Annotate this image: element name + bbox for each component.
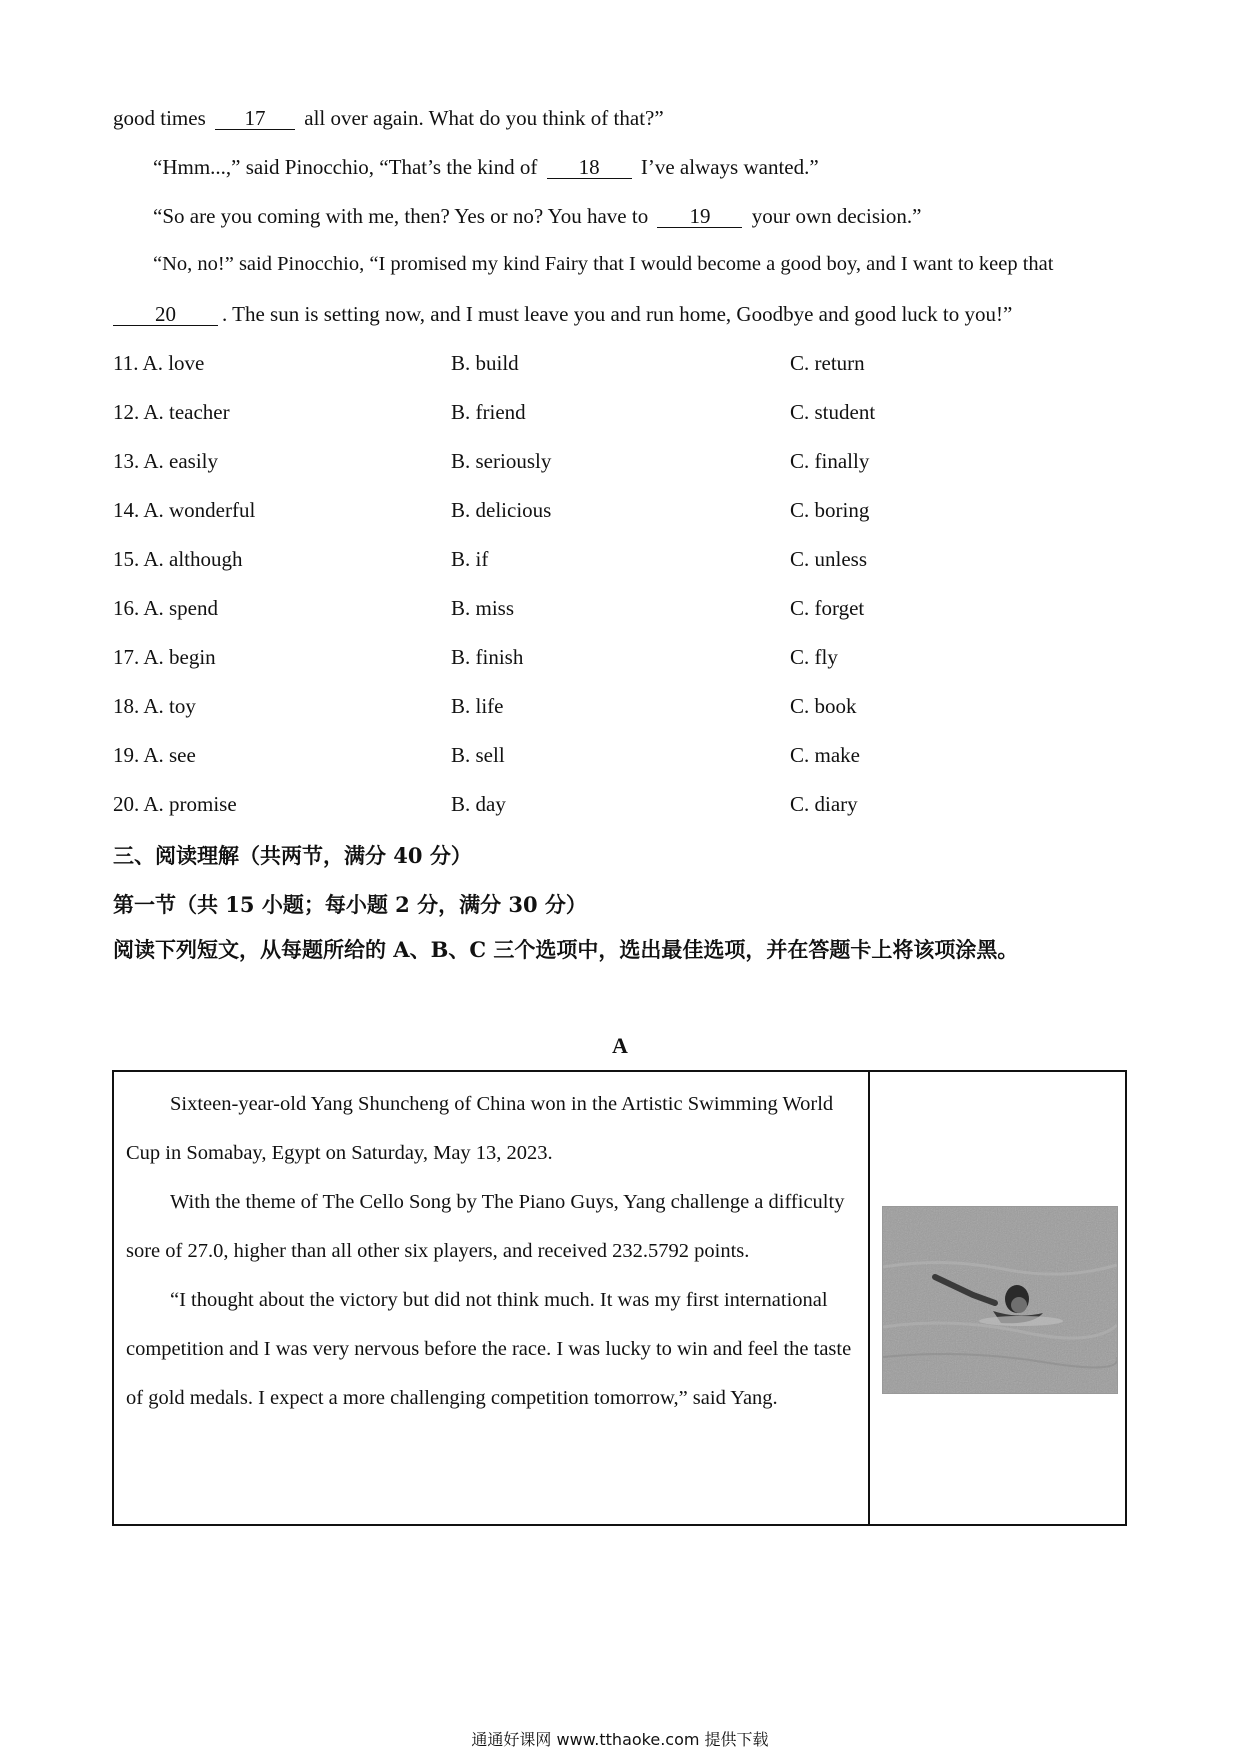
option-16-c: C. forget (790, 596, 865, 620)
option-13-a: 13. A. easily (113, 449, 218, 473)
option-11-a: 11. A. love (113, 351, 205, 375)
option-20-c: C. diary (790, 792, 858, 816)
text: “Hmm...,” said Pinocchio, “That’s the kind of (153, 155, 538, 179)
option-19-b: B. sell (451, 743, 505, 767)
option-11-c: C. return (790, 351, 865, 375)
passage-paragraph-3: “I thought about the victory but did not think much. It was my first international competition and I was very nervous before the race. I was lucky to win and feel the taste of gold medals. I expect a more challenging competition tomorrow,” said Yang. (126, 1289, 852, 1409)
option-18-b: B. life (451, 694, 504, 718)
option-18-a: 18. A. toy (113, 694, 196, 718)
option-17-c: C. fly (790, 645, 838, 669)
section-instruction: 阅读下列短文，从每题所给的 A、B、C 三个选项中，选出最佳选项，并在答题卡上将该项涂黑。 (113, 937, 1019, 962)
option-17-a: 17. A. begin (113, 645, 216, 669)
option-19-c: C. make (790, 743, 860, 767)
blank-18: 18 (547, 156, 632, 179)
option-15-b: B. if (451, 547, 489, 571)
option-15-a: 15. A. although (113, 547, 243, 571)
cloze-line-5 (113, 302, 1012, 327)
option-16-a: 16. A. spend (113, 596, 218, 620)
text: . The sun is setting now, and I must leave you and run home, Goodbye and good luck to you!” (222, 302, 1013, 326)
blank-19: 19 (657, 205, 742, 228)
option-11-b: B. build (451, 351, 519, 375)
cloze-line-2 (153, 155, 819, 180)
passage-box (112, 1070, 1127, 1526)
swimmer-photo (882, 1206, 1118, 1394)
option-12-a: 12. A. teacher (113, 400, 230, 424)
option-17-b: B. finish (451, 645, 524, 669)
option-13-b: B. seriously (451, 449, 552, 473)
option-14-b: B. delicious (451, 498, 552, 522)
text: “So are you coming with me, then? Yes or no? You have to (153, 204, 649, 228)
passage-label: A (612, 1033, 628, 1058)
option-12-c: C. student (790, 400, 876, 424)
text: good times (113, 106, 206, 130)
section-title: 三、阅读理解（共两节，满分 40 分） (113, 843, 472, 868)
blank-20: 20 (113, 303, 218, 326)
passage-paragraph-2: With the theme of The Cello Song by The Piano Guys, Yang challenge a difficulty sore of 27.0, higher than all other six players, and received 232.5792 points. (126, 1191, 845, 1262)
text: all over again. What do you think of that?” (304, 106, 664, 130)
option-16-b: B. miss (451, 596, 515, 620)
option-13-c: C. finally (790, 449, 870, 473)
passage-text (126, 1080, 856, 1423)
option-18-c: C. book (790, 694, 857, 718)
column-divider (868, 1072, 870, 1524)
blank-17: 17 (215, 107, 295, 130)
option-15-c: C. unless (790, 547, 868, 571)
cloze-line-1 (113, 106, 664, 131)
text: I’ve always wanted.” (640, 155, 819, 179)
cloze-line-3 (153, 204, 921, 229)
option-14-c: C. boring (790, 498, 870, 522)
text: your own decision.” (751, 204, 922, 228)
option-20-a: 20. A. promise (113, 792, 237, 816)
cloze-line-4: “No, no!” said Pinocchio, “I promised my kind Fairy that I would become a good boy, and I want to keep that (153, 253, 1054, 275)
section-part: 第一节（共 15 小题；每小题 2 分，满分 30 分） (113, 892, 587, 917)
option-14-a: 14. A. wonderful (113, 498, 256, 522)
option-19-a: 19. A. see (113, 743, 196, 767)
option-20-b: B. day (451, 792, 506, 816)
footer-credit: 通通好课网 www.tthaoke.com 提供下载 (471, 1730, 769, 1749)
option-12-b: B. friend (451, 400, 526, 424)
passage-paragraph-1: Sixteen-year-old Yang Shuncheng of China won in the Artistic Swimming World Cup in Somabay, Egypt on Saturday, May 13, 2023. (126, 1093, 834, 1164)
